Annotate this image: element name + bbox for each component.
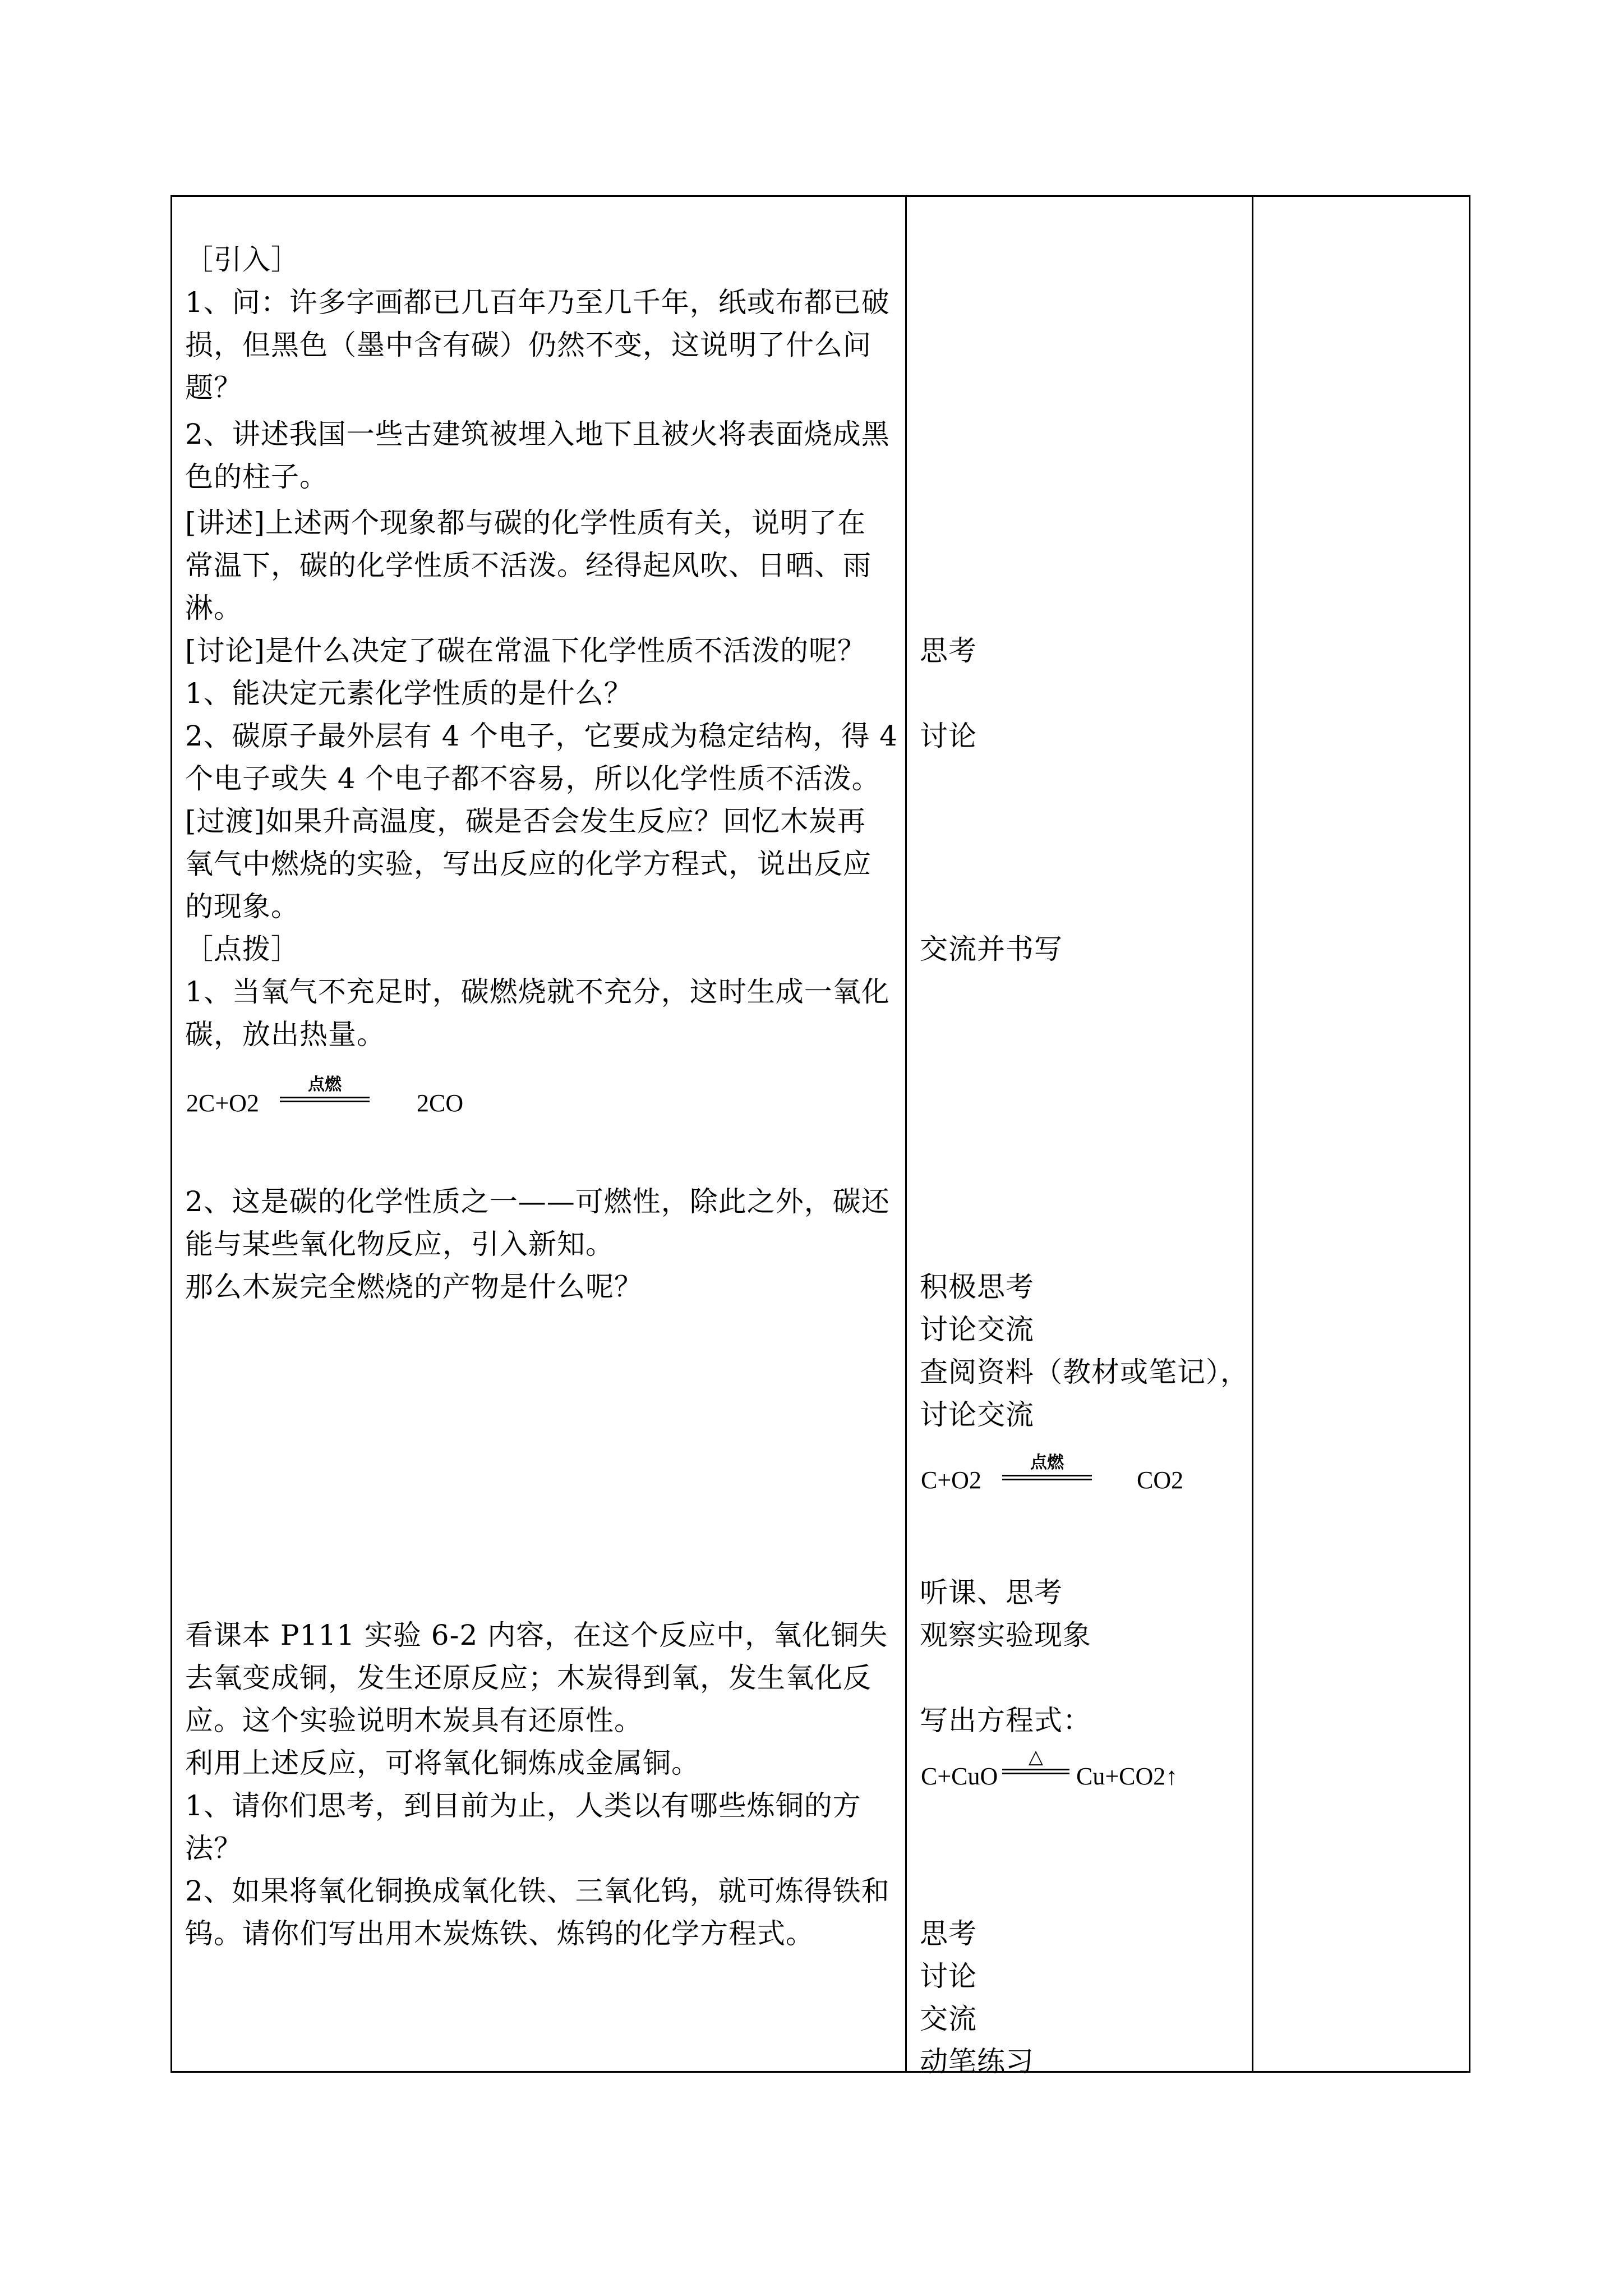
- text-line: 色的柱子。: [185, 461, 328, 493]
- activity-text: 观察实验现象: [920, 1619, 1091, 1651]
- text-line: 的现象。: [185, 890, 299, 923]
- text-line: 碳，放出热量。: [185, 1018, 385, 1051]
- text-line: [过渡]如果升高温度，碳是否会发生反应？回忆木炭再: [185, 805, 866, 838]
- text-line: [讨论]是什么决定了碳在常温下化学性质不活泼的呢？: [185, 634, 866, 667]
- text-line: 能与某些氧化物反应，引入新知。: [185, 1228, 614, 1260]
- equation-reactants: C+O2: [921, 1466, 981, 1494]
- text-line: 2、碳原子最外层有 4 个电子，它要成为稳定结构，得 4: [185, 720, 898, 752]
- activity-text: 积极思考: [920, 1271, 1034, 1303]
- equation-reactants: C+CuO: [921, 1763, 998, 1790]
- activity-text: 交流: [920, 2003, 977, 2035]
- text-line: 1、能决定元素化学性质的是什么？: [185, 677, 633, 710]
- text-line: ［引入］: [185, 243, 299, 276]
- activity-text: 思考: [920, 1917, 977, 1950]
- text-line: 法？: [185, 1832, 242, 1865]
- text-line: 1、请你们思考，到目前为止，人类以有哪些炼铜的方: [185, 1789, 861, 1822]
- text-line: 常温下，碳的化学性质不活泼。经得起风吹、日晒、雨: [185, 549, 872, 582]
- text-line: 损，但黑色（墨中含有碳）仍然不变，这说明了什么问: [185, 329, 872, 361]
- ignite-label: 点燃: [1030, 1453, 1064, 1473]
- equation-products: CO2: [1137, 1466, 1184, 1494]
- activity-text: 讨论交流: [920, 1398, 1034, 1431]
- text-line: 2、讲述我国一些古建筑被埋入地下且被火将表面烧成黑: [185, 418, 890, 450]
- activity-text: 查阅资料（教材或笔记），: [920, 1356, 1249, 1388]
- column-divider: [905, 197, 907, 2071]
- equation-products: 2CO: [417, 1089, 464, 1117]
- text-line: 个电子或失 4 个电子都不容易，所以化学性质不活泼。: [185, 762, 880, 795]
- reaction-condition: [1002, 1747, 1069, 1774]
- activity-text: 听课、思考: [920, 1576, 1063, 1609]
- equation-reactants: 2C+O2: [186, 1089, 259, 1117]
- equation-products: Cu+CO2↑: [1076, 1763, 1178, 1790]
- text-line: 1、当氧气不充足时，碳燃烧就不充分，这时生成一氧化: [185, 976, 890, 1008]
- text-line: 看课本 P111 实验 6-2 内容，在这个反应中，氧化铜失: [185, 1619, 888, 1651]
- reaction-condition: [280, 1075, 370, 1102]
- text-line: 利用上述反应，可将氧化铜炼成金属铜。: [185, 1747, 700, 1779]
- activity-text: 讨论: [920, 720, 977, 752]
- activity-text: 写出方程式：: [920, 1704, 1091, 1737]
- reaction-condition: [1002, 1453, 1092, 1480]
- column-divider: [1252, 197, 1253, 2071]
- text-line: 那么木炭完全燃烧的产物是什么呢？: [185, 1271, 643, 1303]
- ignite-label: 点燃: [308, 1075, 342, 1094]
- text-line: [讲述]上述两个现象都与碳的化学性质有关，说明了在: [185, 507, 866, 539]
- text-line: 淋。: [185, 592, 242, 624]
- activity-text: 动笔练习: [920, 2045, 1034, 2078]
- activity-text: 讨论交流: [920, 1313, 1034, 1346]
- lesson-table: [170, 195, 1470, 2078]
- activity-text: 思考: [920, 634, 977, 667]
- text-line: 题？: [185, 371, 242, 404]
- activity-text: 交流并书写: [920, 933, 1063, 965]
- text-line: 应。这个实验说明木炭具有还原性。: [185, 1704, 643, 1737]
- heat-icon: △: [1028, 1746, 1044, 1768]
- activity-text: 讨论: [920, 1960, 977, 1993]
- text-line: 钨。请你们写出用木炭炼铁、炼钨的化学方程式。: [185, 1917, 814, 1950]
- text-line: 2、如果将氧化铜换成氧化铁、三氧化钨，就可炼得铁和: [185, 1875, 890, 1907]
- text-line: 2、这是碳的化学性质之一——可燃性，除此之外，碳还: [185, 1185, 890, 1218]
- text-line: 去氧变成铜，发生还原反应；木炭得到氧，发生氧化反: [185, 1662, 872, 1694]
- text-line: ［点拨］: [185, 933, 299, 965]
- text-line: 1、问：许多字画都已几百年乃至几千年，纸或布都已破: [185, 286, 890, 319]
- text-line: 氧气中燃烧的实验，写出反应的化学方程式，说出反应: [185, 848, 872, 880]
